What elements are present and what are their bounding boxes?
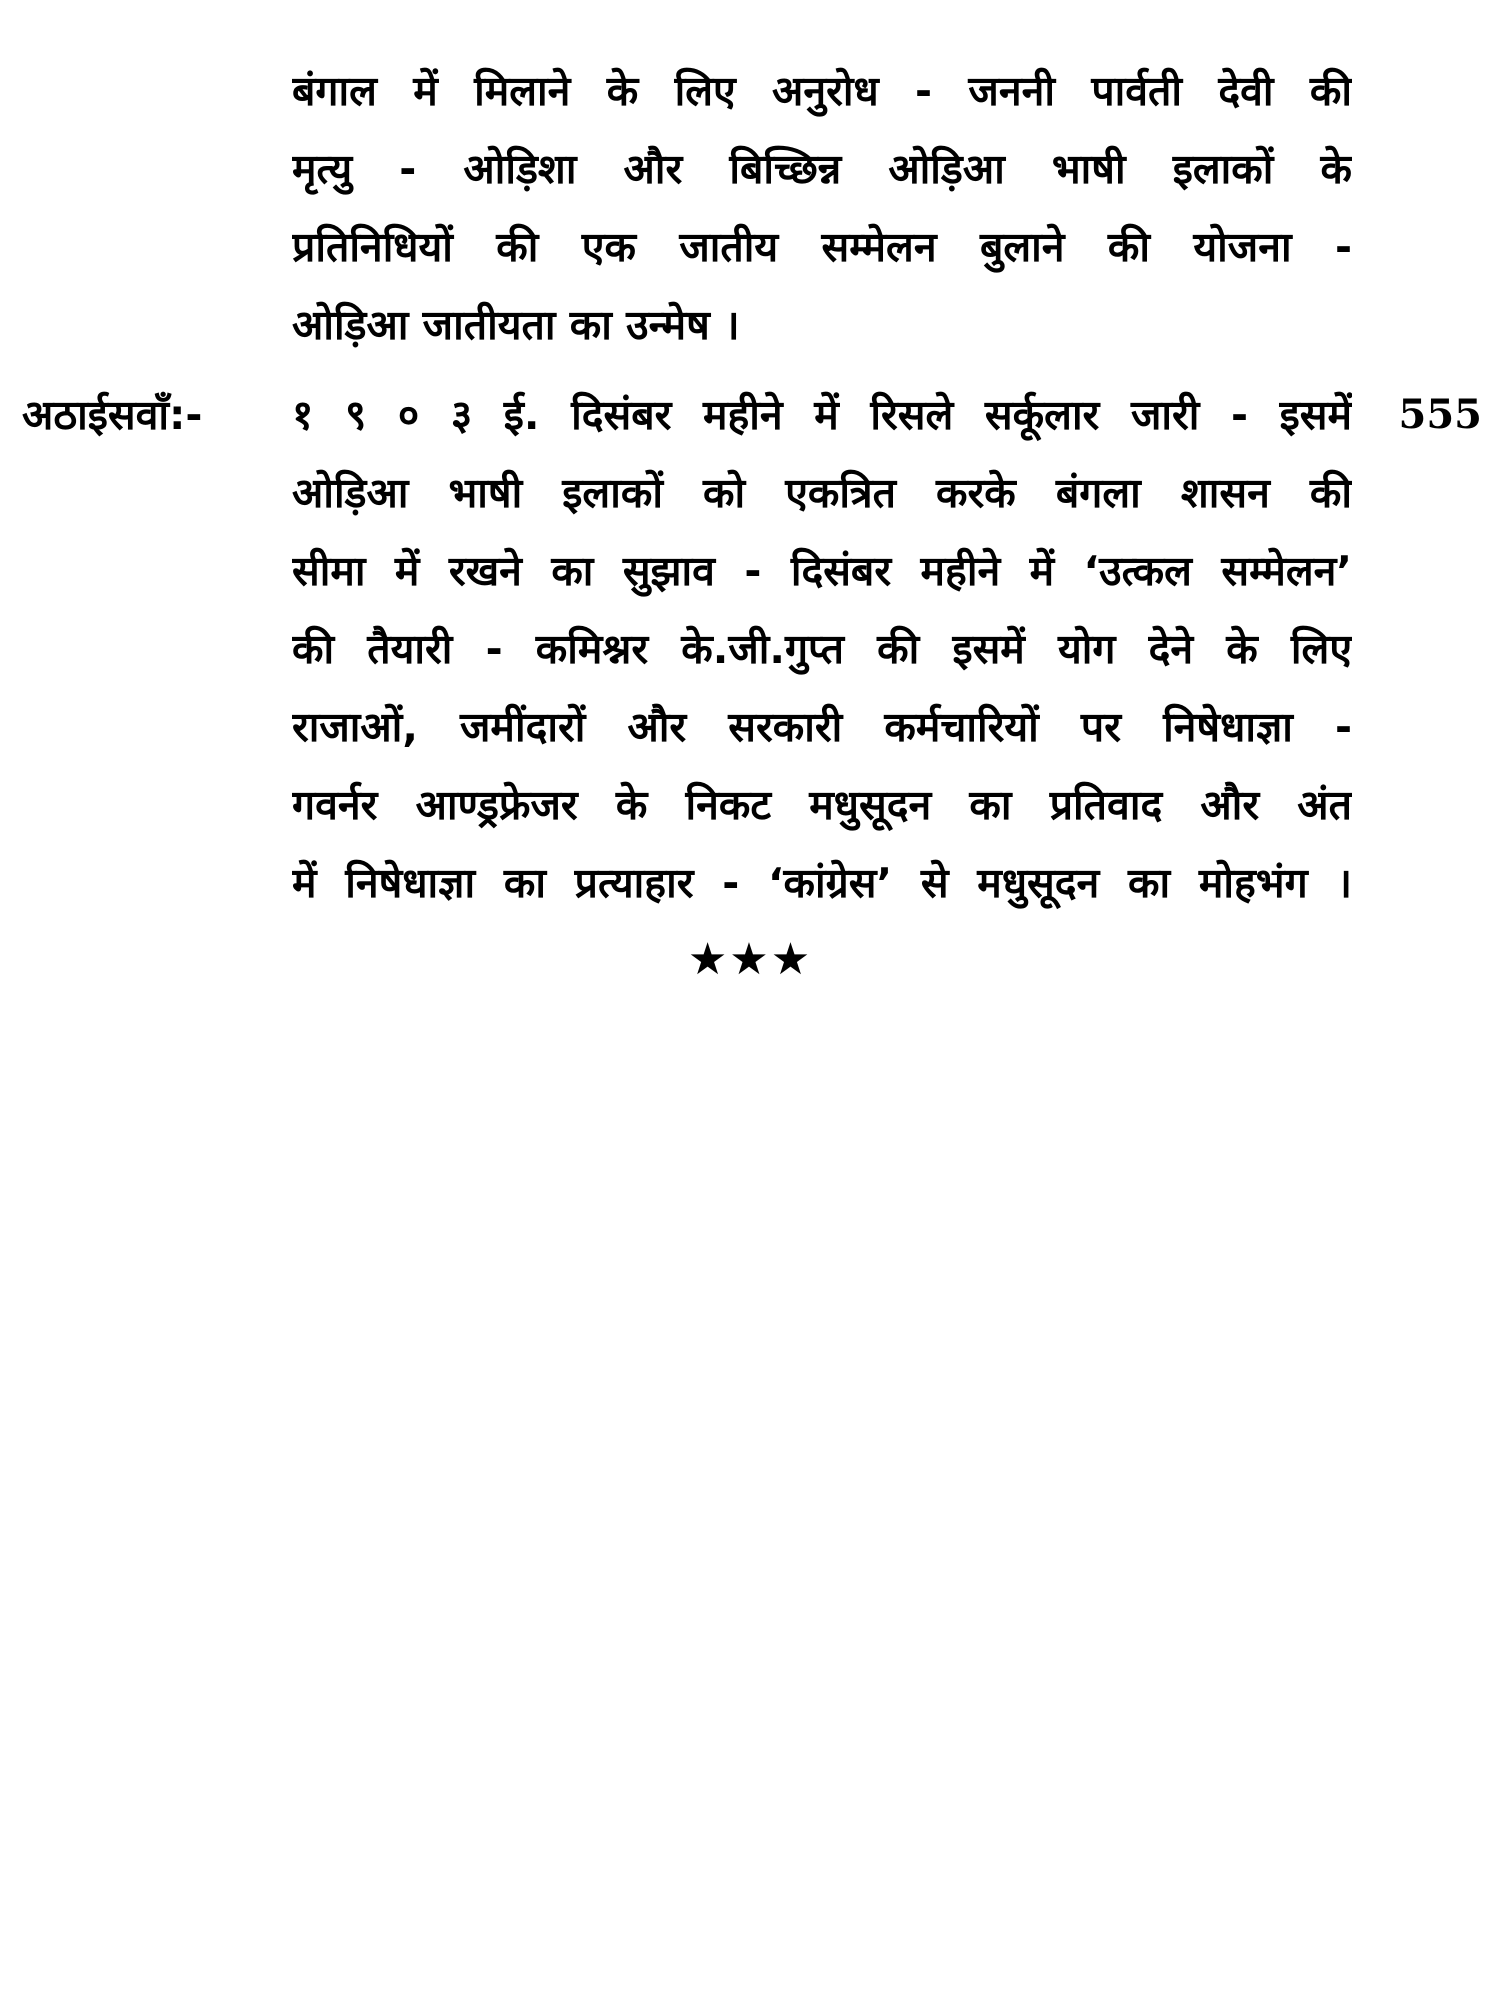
continued-entry <box>292 52 1352 364</box>
chapter-summary-line: १ ९ ० ३ ई. दिसंबर महीने में रिसले सर्कूलार जारी - इसमें <box>292 391 1352 439</box>
chapter-heading: अठाईसवाँ:- <box>22 391 203 439</box>
chapter-summary-line: गवर्नर आण्ड्रफ्रेजर के निकट मधुसूदन का प्रतिवाद और अंत <box>292 781 1352 829</box>
continued-entry-line: प्रतिनिधियों की एक जातीय सम्मेलन बुलाने की योजना - <box>292 223 1352 271</box>
chapter-summary-line: सीमा में रखने का सुझाव - दिसंबर महीने में ‘उत्कल सम्मेलन’ <box>292 547 1352 595</box>
chapter-summary-line: राजाओं, जमींदारों और सरकारी कर्मचारियों पर निषेधाज्ञा - <box>292 703 1352 751</box>
chapter-summary <box>292 376 1352 922</box>
chapter-summary-line: की तैयारी - कमिश्नर के.जी.गुप्त की इसमें योग देने के लिए <box>292 625 1352 673</box>
continued-entry-line: बंगाल में मिलाने के लिए अनुरोध - जननी पार्वती देवी की <box>292 67 1352 115</box>
page-number: 555 <box>1398 391 1482 438</box>
continued-entry-line: मृत्यु - ओड़िशा और बिच्छिन्न ओड़िआ भाषी इलाकों के <box>292 145 1352 193</box>
chapter-summary-line: में निषेधाज्ञा का प्रत्याहार - ‘कांग्रेस’ से मधुसूदन का मोहभंग । <box>292 859 1352 907</box>
section-separator-stars: ★★★ <box>687 934 813 985</box>
chapter-summary-line: ओड़िआ भाषी इलाकों को एकत्रित करके बंगला शासन की <box>292 469 1352 517</box>
continued-entry-line: ओड़िआ जातीयता का उन्मेष । <box>292 301 740 349</box>
